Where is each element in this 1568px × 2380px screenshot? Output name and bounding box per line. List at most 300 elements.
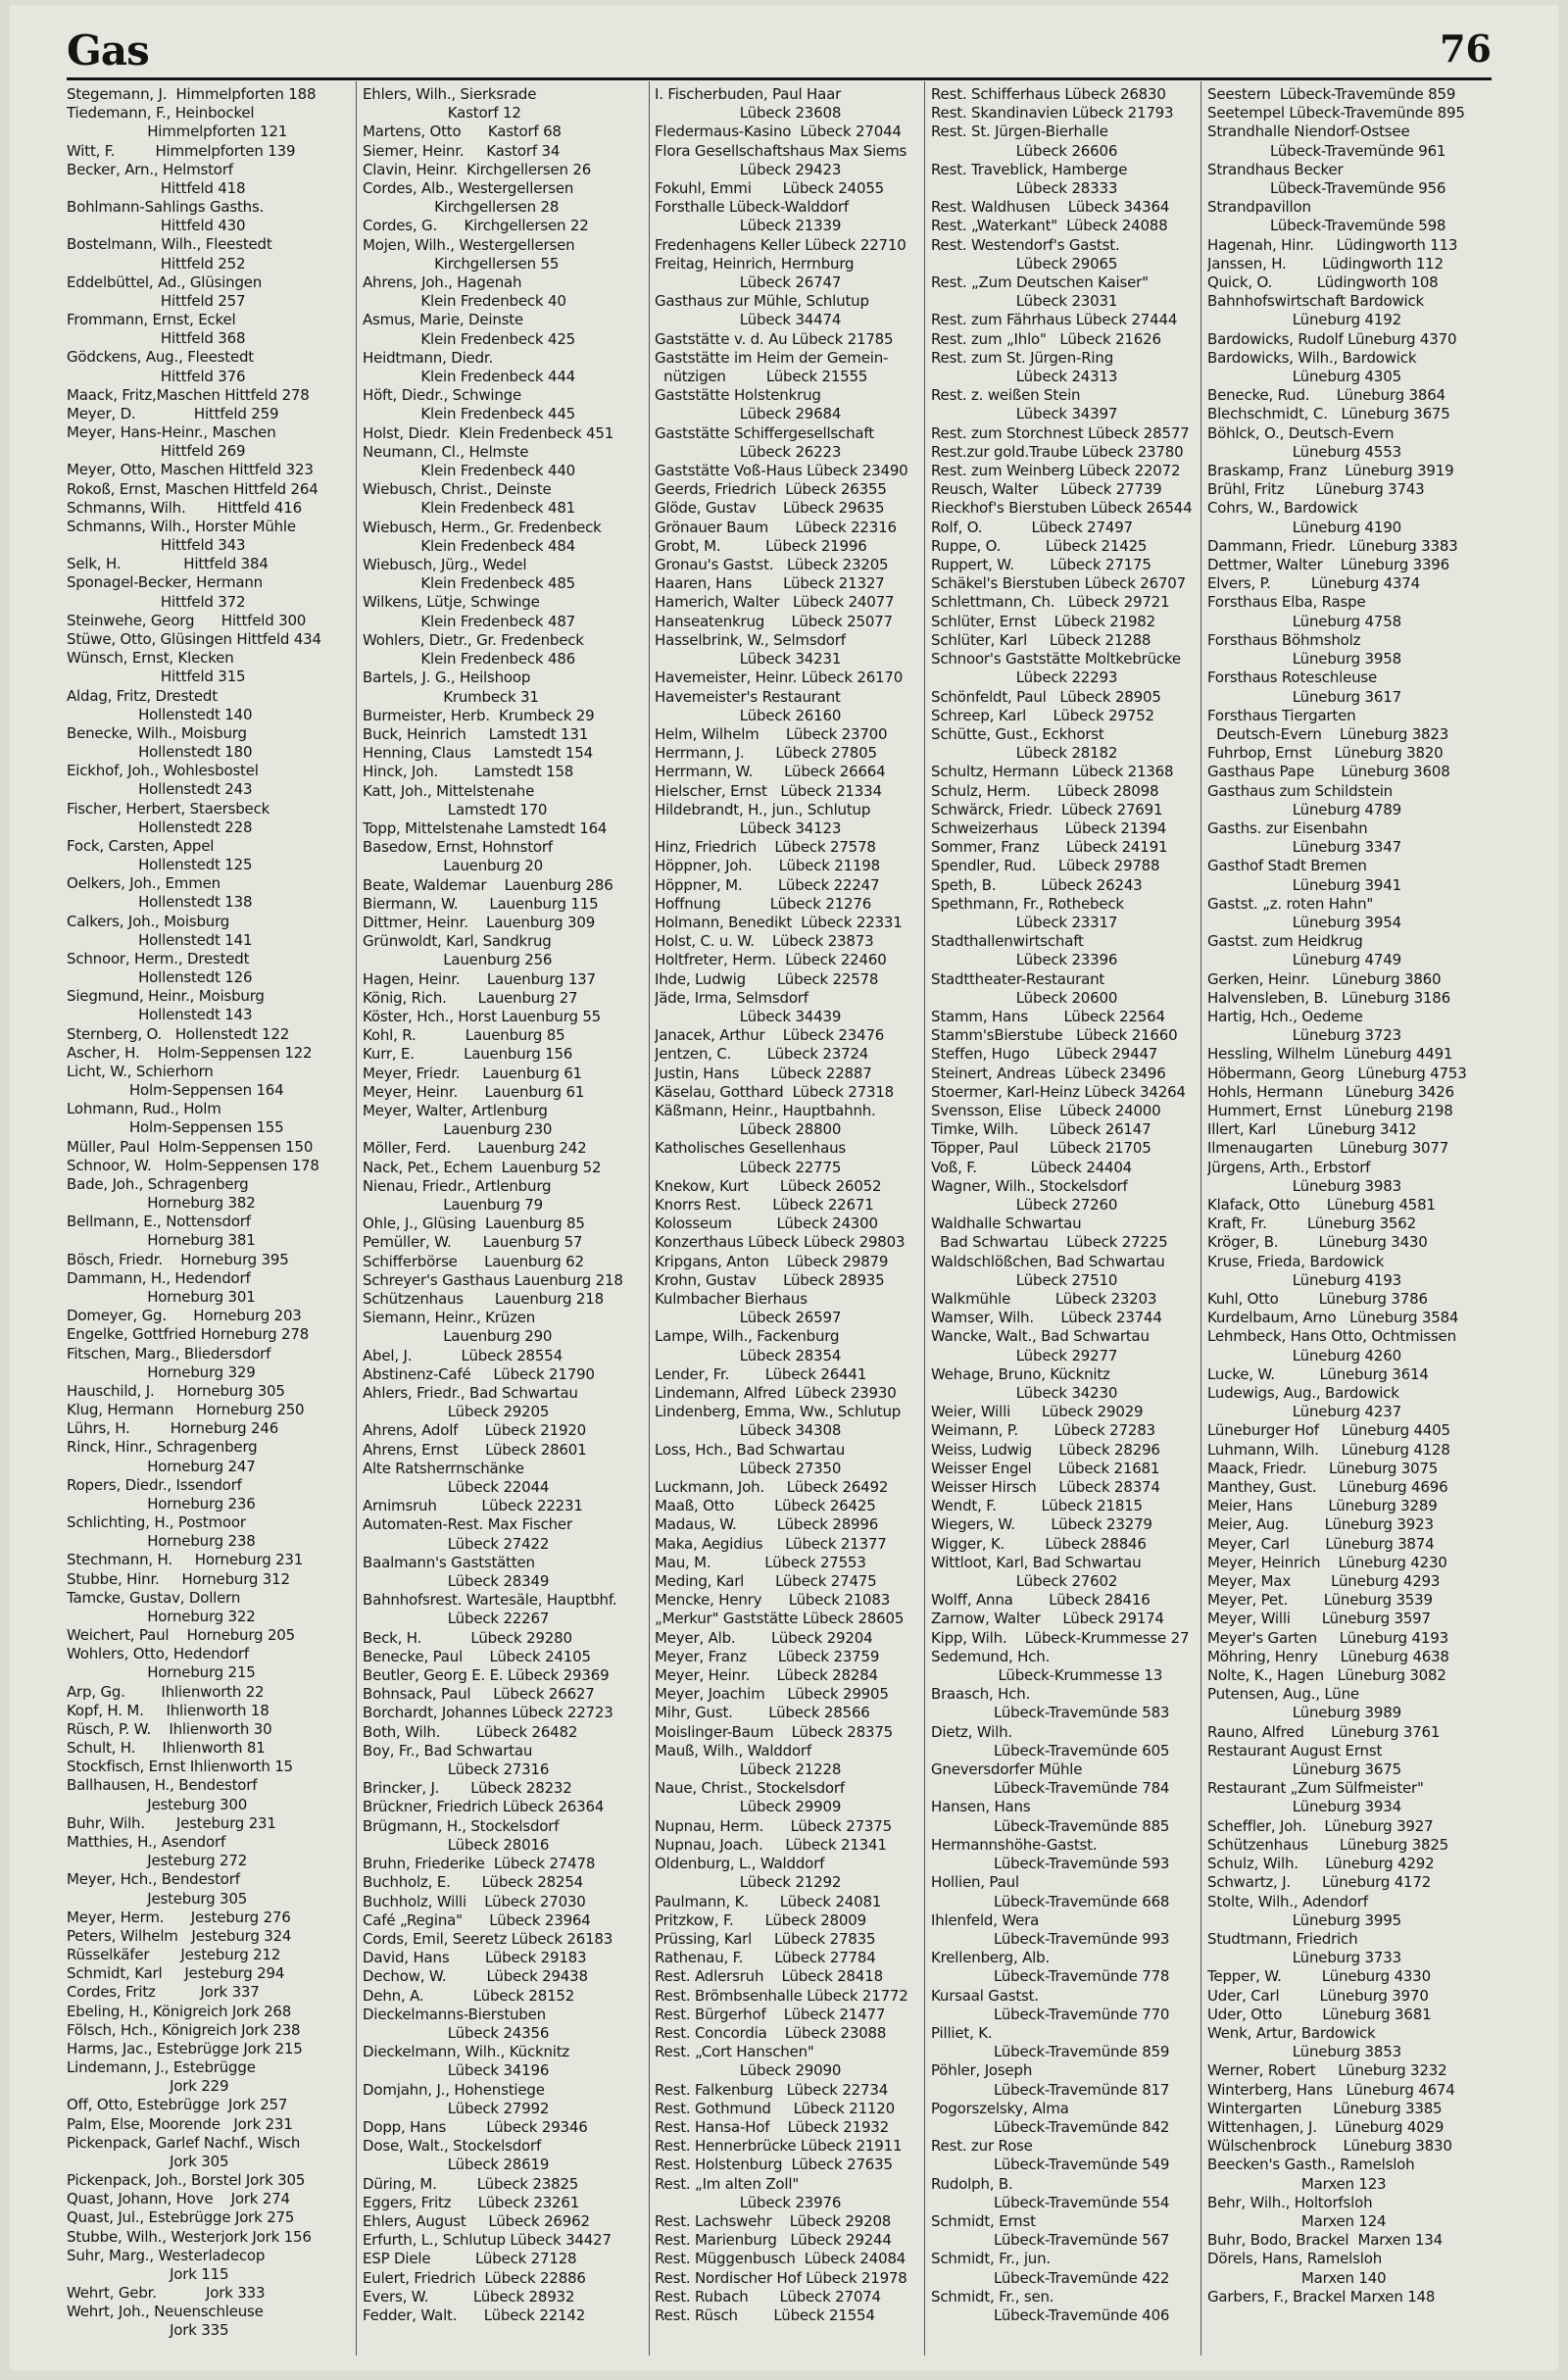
directory-entry: Jork 305 <box>67 2152 229 2170</box>
directory-entry: Benecke, Wilh., Moisburg <box>67 723 247 742</box>
directory-entry: Ahlers, Friedr., Bad Schwartau <box>363 1384 578 1403</box>
directory-entry: Maack, Fritz,Maschen Hittfeld 278 <box>67 385 310 404</box>
directory-entry: Aldag, Fritz, Drestedt <box>67 686 218 705</box>
directory-entry: Hagen, Heinr. Lauenburg 137 <box>363 969 596 988</box>
directory-entry: Schützenhaus Lüneburg 3825 <box>1207 1835 1448 1854</box>
directory-entry: Lübeck 21228 <box>655 1760 842 1779</box>
directory-entry: Brügmann, H., Stockelsdorf <box>363 1816 560 1835</box>
directory-entry: Meyer, Heinr. Lauenburg 61 <box>363 1082 585 1101</box>
directory-entry: Lübeck-Travemünde 554 <box>931 2193 1170 2211</box>
directory-entry: Hollien, Paul <box>931 1873 1019 1892</box>
directory-entry: Fischer, Herbert, Staersbeck <box>67 799 270 818</box>
directory-entry: Siegmund, Heinr., Moisburg <box>67 987 265 1006</box>
directory-entry: Lübeck-Travemünde 422 <box>931 2268 1170 2287</box>
directory-entry: Grobt, M. Lübeck 21996 <box>655 536 867 555</box>
directory-entry: Forsthaus Böhmsholz <box>1207 630 1361 649</box>
directory-entry: Quick, O. Lüdingworth 108 <box>1207 273 1439 292</box>
directory-entry: Rest. zum Weinberg Lübeck 22072 <box>931 462 1181 480</box>
directory-entry: Ahrens, Joh., Hagenah <box>363 273 522 292</box>
directory-entry: Sedemund, Hch. <box>931 1647 1051 1665</box>
directory-entry: Schäkel's Bierstuben Lübeck 26707 <box>931 574 1186 593</box>
directory-entry: Eickhof, Joh., Wohlesbostel <box>67 762 259 780</box>
directory-entry: Krumbeck 31 <box>363 687 539 706</box>
directory-entry: Behr, Wilh., Holtorfsloh <box>1207 2193 1373 2211</box>
directory-entry: Lübeck-Travemünde 583 <box>931 1704 1170 1722</box>
directory-entry: Lauenburg 230 <box>363 1120 553 1139</box>
directory-entry: Weisser Hirsch Lübeck 28374 <box>931 1478 1160 1497</box>
directory-entry: Rathenau, F. Lübeck 27784 <box>655 1949 876 1967</box>
directory-entry: Lübeck 27992 <box>363 2099 550 2117</box>
directory-entry: Kulmbacher Bierhaus <box>655 1290 808 1308</box>
directory-entry: Lender, Fr. Lübeck 26441 <box>655 1364 867 1383</box>
directory-entry: Hittfeld 430 <box>67 217 246 235</box>
directory-entry: Hielscher, Ernst Lübeck 21334 <box>655 781 882 800</box>
directory-entry: Lübeck 24313 <box>931 368 1118 386</box>
directory-entry: Wiebusch, Christ., Deinste <box>363 480 552 499</box>
directory-entry: Lübeck-Travemünde 885 <box>931 1816 1170 1835</box>
directory-entry: Ehlers, August Lübeck 26962 <box>363 2211 590 2230</box>
directory-entry: Ilmenaugarten Lüneburg 3077 <box>1207 1139 1449 1158</box>
directory-entry: Moislinger-Baum Lübeck 28375 <box>655 1722 894 1741</box>
directory-entry: Jesteburg 300 <box>67 1795 248 1813</box>
directory-entry: Forsthaus Elba, Raspe <box>1207 593 1366 612</box>
directory-entry: Matthies, H., Asendorf <box>67 1832 226 1851</box>
directory-entry: Gasthof Stadt Bremen <box>1207 857 1367 875</box>
directory-entry: Illert, Karl Lüneburg 3412 <box>1207 1120 1417 1139</box>
header-rule <box>67 77 1492 80</box>
directory-entry: Studtmann, Friedrich <box>1207 1929 1358 1948</box>
directory-entry: Rest. „Zum Deutschen Kaiser" <box>931 273 1149 292</box>
directory-entry: Gödckens, Aug., Fleestedt <box>67 348 254 367</box>
directory-entry: Rest. „Waterkant" Lübeck 24088 <box>931 217 1168 235</box>
directory-entry: Kirchgellersen 55 <box>363 254 560 273</box>
directory-entry: Wittloot, Karl, Bad Schwartau <box>931 1553 1142 1571</box>
directory-entry: Lüneburger Hof Lüneburg 4405 <box>1207 1421 1450 1440</box>
directory-entry: Hollenstedt 141 <box>67 930 253 949</box>
directory-entry: Fokuhl, Emmi Lübeck 24055 <box>655 179 885 198</box>
directory-entry: Horneburg 301 <box>67 1288 256 1306</box>
directory-entry: Nupnau, Joach. Lübeck 21341 <box>655 1835 887 1854</box>
directory-entry: Lübeck-Travemünde 593 <box>931 1855 1170 1873</box>
directory-entry: Sternberg, O. Hollenstedt 122 <box>67 1024 290 1043</box>
directory-entry: Hamerich, Walter Lübeck 24077 <box>655 593 895 612</box>
directory-entry: Stubbe, Hinr. Horneburg 312 <box>67 1569 290 1588</box>
directory-entry: Suhr, Marg., Westerladecop <box>67 2246 266 2264</box>
directory-entry: Bohnsack, Paul Lübeck 26627 <box>363 1685 595 1704</box>
directory-entry: Gaststätte Schiffergesellschaft <box>655 423 874 442</box>
directory-entry: Benecke, Paul Lübeck 24105 <box>363 1647 591 1665</box>
directory-entry: Wittenhagen, J. Lüneburg 4029 <box>1207 2117 1445 2136</box>
directory-entry: Eggers, Fritz Lübeck 23261 <box>363 2193 580 2211</box>
directory-entry: Buck, Heinrich Lamstedt 131 <box>363 724 589 743</box>
directory-entry: Halvensleben, B. Lüneburg 3186 <box>1207 988 1450 1007</box>
directory-entry: Bahnhofswirtschaft Bardowick <box>1207 292 1425 311</box>
directory-entry: Schreep, Karl Lübeck 29752 <box>931 706 1154 724</box>
directory-entry: Cordes, Alb., Westergellersen <box>363 179 574 198</box>
directory-entry: Bellmann, E., Nottensdorf <box>67 1213 251 1231</box>
directory-entry: Lübeck 34397 <box>931 405 1118 423</box>
directory-entry: Wilkens, Lütje, Schwinge <box>363 593 540 612</box>
directory-entry: Klein Fredenbeck 486 <box>363 650 576 669</box>
directory-entry: Lübeck 22775 <box>655 1158 842 1176</box>
directory-entry: Grünwoldt, Karl, Sandkrug <box>363 932 552 951</box>
directory-entry: Wohlers, Otto, Hedendorf <box>67 1645 249 1663</box>
directory-entry: Beutler, Georg E. E. Lübeck 29369 <box>363 1666 610 1685</box>
directory-entry: Holst, C. u. W. Lübeck 23873 <box>655 932 874 951</box>
directory-entry: König, Rich. Lauenburg 27 <box>363 988 578 1007</box>
directory-entry: Fledermaus-Kasino Lübeck 27044 <box>655 123 902 141</box>
directory-entry: Lüneburg 3989 <box>1207 1704 1401 1722</box>
directory-entry: Schmanns, Wilh. Hittfeld 416 <box>67 498 302 517</box>
directory-entry: Bohlmann-Sahlings Gasths. <box>67 198 265 217</box>
directory-entry: Jentzen, C. Lübeck 23724 <box>655 1045 869 1064</box>
directory-entry: Kurdelbaum, Arno Lüneburg 3584 <box>1207 1309 1459 1327</box>
directory-entry: Lüneburg 3733 <box>1207 1949 1401 1967</box>
directory-entry: Lübeck 29065 <box>931 254 1118 273</box>
directory-entry: Kolosseum Lübeck 24300 <box>655 1215 878 1233</box>
directory-entry: Kraft, Fr. Lüneburg 3562 <box>1207 1215 1416 1233</box>
directory-entry: Hollenstedt 243 <box>67 780 253 799</box>
directory-entry: Lübeck 26597 <box>655 1309 842 1327</box>
directory-entry: Lübeck 29277 <box>931 1346 1118 1364</box>
directory-entry: Lübeck 26747 <box>655 273 842 292</box>
directory-entry: Katt, Joh., Mittelstenahe <box>363 781 535 800</box>
directory-entry: Wünsch, Ernst, Klecken <box>67 649 234 668</box>
directory-entry: Lauenburg 20 <box>363 857 543 875</box>
directory-entry: Krohn, Gustav Lübeck 28935 <box>655 1270 885 1289</box>
directory-entry: Meyer, Carl Lüneburg 3874 <box>1207 1534 1435 1553</box>
directory-entry: Lübeck 23396 <box>931 951 1118 969</box>
directory-entry: Lübeck-Travemünde 567 <box>931 2231 1170 2250</box>
directory-entry: Scheffler, Joh. Lüneburg 3927 <box>1207 1816 1434 1835</box>
directory-entry: Lampe, Wilh., Fackenburg <box>655 1327 840 1346</box>
directory-entry: Meyer, Joachim Lübeck 29905 <box>655 1685 889 1704</box>
directory-entry: Heidtmann, Diedr. <box>363 348 494 367</box>
directory-entry: Geerds, Friedrich Lübeck 26355 <box>655 480 887 499</box>
directory-entry: Rest. Bürgerhof Lübeck 21477 <box>655 2005 886 2023</box>
directory-entry: Meyer, D. Hittfeld 259 <box>67 404 279 422</box>
directory-entry: Lauenburg 79 <box>363 1195 543 1214</box>
directory-entry: Strandhaus Becker <box>1207 160 1344 178</box>
directory-entry: Ludewigs, Aug., Bardowick <box>1207 1384 1399 1403</box>
directory-entry: Lindemann, J., Estebrügge <box>67 2058 256 2077</box>
directory-entry: Bad Schwartau Lübeck 27225 <box>931 1233 1168 1252</box>
directory-entry: Eulert, Friedrich Lübeck 22886 <box>363 2268 586 2287</box>
directory-entry: Tiedemann, F., Heinbockel <box>67 104 255 123</box>
directory-entry: Stolte, Wilh., Adendorf <box>1207 1892 1368 1910</box>
column-divider <box>924 81 925 2355</box>
directory-entry: Lüneburg 4749 <box>1207 951 1401 969</box>
directory-entry: Buhr, Wilh. Jesteburg 231 <box>67 1813 276 1832</box>
directory-page <box>10 5 1558 2370</box>
directory-entry: Strandpavillon <box>1207 198 1311 217</box>
directory-entry: Lübeck-Travemünde 605 <box>931 1741 1170 1760</box>
column-divider <box>356 81 357 2355</box>
directory-entry: ESP Diele Lübeck 27128 <box>363 2250 577 2268</box>
directory-entry: Timke, Wilh. Lübeck 26147 <box>931 1120 1152 1139</box>
directory-entry: Dieckelmanns-Bierstuben <box>363 2005 546 2023</box>
directory-entry: Stamm, Hans Lübeck 22564 <box>931 1007 1165 1025</box>
directory-entry: Wohlers, Dietr., Gr. Fredenbeck <box>363 630 584 649</box>
directory-entry: Lübeck-Travemünde 668 <box>931 1892 1170 1910</box>
directory-entry: Klein Fredenbeck 487 <box>363 612 576 630</box>
directory-entry: Rieckhof's Bierstuben Lübeck 26544 <box>931 499 1193 518</box>
directory-entry: Waldschlößchen, Bad Schwartau <box>931 1252 1165 1270</box>
directory-entry: Stockfisch, Ernst Ihlienworth 15 <box>67 1758 293 1776</box>
directory-entry: Hittfeld 372 <box>67 592 246 611</box>
directory-entry: Gastst. zum Heidkrug <box>1207 932 1363 951</box>
directory-entry: Pöhler, Joseph <box>931 2061 1033 2080</box>
directory-entry: Neumann, Cl., Helmste <box>363 442 529 461</box>
directory-entry: Hittfeld 257 <box>67 291 246 310</box>
directory-entry: Höbermann, Georg Lüneburg 4753 <box>1207 1064 1467 1082</box>
directory-entry: Palm, Else, Moorende Jork 231 <box>67 2114 293 2133</box>
directory-entry: Meyer's Garten Lüneburg 4193 <box>1207 1628 1448 1647</box>
directory-entry: Jäde, Irma, Selmsdorf <box>655 988 808 1007</box>
directory-entry: Schlichting, H., Postmoor <box>67 1513 246 1532</box>
column-5 <box>1207 85 1492 2350</box>
directory-entry: Kruse, Frieda, Bardowick <box>1207 1252 1385 1270</box>
directory-entry: Rest.zur gold.Traube Lübeck 23780 <box>931 442 1184 461</box>
directory-entry: Lübeck 23976 <box>655 2193 842 2211</box>
directory-entry: Kipp, Wilh. Lübeck-Krummesse 27 <box>931 1628 1190 1647</box>
directory-entry: Gasths. zur Eisenbahn <box>1207 818 1368 837</box>
directory-entry: Witt, F. Himmelpforten 139 <box>67 141 296 160</box>
directory-entry: Wehrt, Joh., Neuenschleuse <box>67 2303 264 2321</box>
directory-entry: Dose, Walt., Stockelsdorf <box>363 2137 542 2156</box>
directory-entry: Lübeck 23608 <box>655 104 842 123</box>
directory-entry: Käßmann, Heinr., Hauptbahnh. <box>655 1101 876 1119</box>
directory-entry: Jesteburg 272 <box>67 1852 248 1870</box>
directory-entry: Kursaal Gastst. <box>931 1986 1039 2005</box>
directory-entry: Wiegers, W. Lübeck 23279 <box>931 1515 1152 1534</box>
directory-entry: Hummert, Ernst Lüneburg 2198 <box>1207 1101 1453 1119</box>
directory-entry: Ballhausen, H., Bendestorf <box>67 1776 258 1795</box>
directory-entry: Rest. Traveblick, Hamberge <box>931 160 1128 178</box>
directory-entry: Wolff, Anna Lübeck 28416 <box>931 1591 1151 1610</box>
directory-entry: Erfurth, L., Schlutup Lübeck 34427 <box>363 2231 612 2250</box>
directory-entry: Möhring, Henry Lüneburg 4638 <box>1207 1647 1449 1665</box>
directory-entry: Cohrs, W., Bardowick <box>1207 499 1358 518</box>
directory-entry: Konzerthaus Lübeck Lübeck 29803 <box>655 1233 906 1252</box>
directory-entry: Himmelpforten 121 <box>67 123 288 141</box>
directory-entry: Gneversdorfer Mühle <box>931 1760 1083 1779</box>
directory-entry: Gasthaus Pape Lüneburg 3608 <box>1207 763 1450 781</box>
directory-entry: Ruppe, O. Lübeck 21425 <box>931 536 1148 555</box>
directory-entry: Ihde, Ludwig Lübeck 22578 <box>655 969 879 988</box>
directory-entry: Wamser, Wilh. Lübeck 23744 <box>931 1309 1162 1327</box>
directory-entry: Hildebrandt, H., jun., Schlutup <box>655 800 871 818</box>
directory-entry: Borchardt, Johannes Lübeck 22723 <box>363 1704 613 1722</box>
directory-entry: Spendler, Rud. Lübeck 29788 <box>931 857 1160 875</box>
directory-entry: Madaus, W. Lübeck 28996 <box>655 1515 879 1534</box>
directory-entry: Rudolph, B. <box>931 2174 1013 2193</box>
directory-entry: Engelke, Gottfried Horneburg 278 <box>67 1325 310 1344</box>
directory-entry: Lüneburg 3983 <box>1207 1176 1401 1195</box>
directory-entry: Buhr, Bodo, Brackel Marxen 134 <box>1207 2231 1443 2250</box>
directory-entry: Sommer, Franz Lübeck 24191 <box>931 838 1168 857</box>
directory-entry: Klein Fredenbeck 445 <box>363 405 576 423</box>
directory-entry: Lindenberg, Emma, Ww., Schlutup <box>655 1403 902 1421</box>
directory-entry: Rüsselkäfer Jesteburg 212 <box>67 1946 281 1964</box>
directory-entry: Schlettmann, Ch. Lübeck 29721 <box>931 593 1170 612</box>
directory-entry: Forsthalle Lübeck-Walddorf <box>655 198 849 217</box>
directory-entry: Klafack, Otto Lüneburg 4581 <box>1207 1195 1436 1214</box>
directory-entry: Weimann, P. Lübeck 27283 <box>931 1421 1155 1440</box>
directory-entry: Lübeck 27260 <box>931 1195 1118 1214</box>
directory-entry: Rest. Rüsch Lübeck 21554 <box>655 2306 875 2324</box>
directory-entry: Klein Fredenbeck 444 <box>363 368 576 386</box>
directory-entry: Lübeck 29909 <box>655 1798 842 1816</box>
directory-entry: Lübeck 22044 <box>363 1478 550 1497</box>
directory-entry: Dittmer, Heinr. Lauenburg 309 <box>363 913 596 931</box>
directory-entry: Hollenstedt 138 <box>67 893 253 912</box>
directory-entry: Lüneburg 4553 <box>1207 442 1401 461</box>
directory-entry: Haaren, Hans Lübeck 21327 <box>655 574 885 593</box>
directory-entry: Luhmann, Wilh. Lüneburg 4128 <box>1207 1440 1450 1459</box>
directory-entry: Lüneburg 4260 <box>1207 1346 1401 1364</box>
directory-entry: Rest. Schifferhaus Lübeck 26830 <box>931 85 1166 103</box>
directory-entry: Klein Fredenbeck 440 <box>363 462 576 480</box>
directory-entry: Ascher, H. Holm-Seppensen 122 <box>67 1043 313 1062</box>
directory-entry: Höppner, Joh. Lübeck 21198 <box>655 857 880 875</box>
directory-entry: Herrmann, J. Lübeck 27805 <box>655 744 877 763</box>
directory-entry: Schützenhaus Lauenburg 218 <box>363 1290 604 1308</box>
directory-entry: Wendt, F. Lübeck 21815 <box>931 1497 1143 1515</box>
directory-entry: Domjahn, J., Hohenstiege <box>363 2080 545 2099</box>
directory-entry: Höppner, M. Lübeck 22247 <box>655 875 880 894</box>
directory-entry: Hollenstedt 228 <box>67 818 253 836</box>
directory-entry: Jesteburg 305 <box>67 1889 248 1908</box>
directory-entry: Dammann, Friedr. Lüneburg 3383 <box>1207 536 1458 555</box>
directory-entry: Blechschmidt, C. Lüneburg 3675 <box>1207 405 1450 423</box>
directory-entry: Cordes, G. Kirchgellersen 22 <box>363 217 589 235</box>
directory-entry: Prüssing, Karl Lübeck 27835 <box>655 1929 876 1948</box>
directory-entry: Bösch, Friedr. Horneburg 395 <box>67 1250 289 1268</box>
directory-entry: Grönauer Baum Lübeck 22316 <box>655 518 897 536</box>
directory-entry: Horneburg 381 <box>67 1231 256 1250</box>
directory-entry: Beck, H. Lübeck 29280 <box>363 1628 572 1647</box>
directory-entry: Rüsch, P. W. Ihlienworth 30 <box>67 1719 272 1738</box>
directory-entry: Ahrens, Adolf Lübeck 21920 <box>363 1421 587 1440</box>
directory-entry: Seetempel Lübeck-Travemünde 895 <box>1207 104 1465 123</box>
directory-entry: Voß, F. Lübeck 24404 <box>931 1158 1133 1176</box>
directory-entry: Krellenberg, Alb. <box>931 1949 1051 1967</box>
directory-entry: Meyer, Alb. Lübeck 29204 <box>655 1628 873 1647</box>
directory-entry: Schnoor, Herm., Drestedt <box>67 949 250 967</box>
directory-entry: Dettmer, Walter Lüneburg 3396 <box>1207 556 1449 574</box>
column-1 <box>67 85 349 2350</box>
directory-entry: Lübeck 27602 <box>931 1572 1118 1591</box>
directory-entry: Kuhl, Otto Lüneburg 3786 <box>1207 1290 1428 1308</box>
directory-entry: Meier, Aug. Lüneburg 3923 <box>1207 1515 1434 1534</box>
directory-entry: Klein Fredenbeck 485 <box>363 574 576 593</box>
directory-entry: Lehmbeck, Hans Otto, Ochtmissen <box>1207 1327 1456 1346</box>
directory-entry: Köster, Hch., Horst Lauenburg 55 <box>363 1007 602 1025</box>
directory-entry: Lührs, H. Horneburg 246 <box>67 1419 279 1438</box>
directory-entry: Café „Regina" Lübeck 23964 <box>363 1910 591 1929</box>
directory-entry: Hohls, Hermann Lüneburg 3426 <box>1207 1082 1454 1101</box>
directory-entry: Hittfeld 376 <box>67 367 246 385</box>
directory-entry: Stüwe, Otto, Glüsingen Hittfeld 434 <box>67 629 321 648</box>
directory-entry: Seestern Lübeck-Travemünde 859 <box>1207 85 1456 103</box>
directory-entry: Rinck, Hinr., Schragenberg <box>67 1438 258 1457</box>
directory-entry: Walkmühle Lübeck 23203 <box>931 1290 1157 1308</box>
directory-entry: Marxen 124 <box>1207 2211 1387 2230</box>
directory-entry: Weichert, Paul Horneburg 205 <box>67 1626 295 1645</box>
directory-entry: Svensson, Elise Lübeck 24000 <box>931 1101 1161 1119</box>
directory-entry: Möller, Ferd. Lauenburg 242 <box>363 1139 587 1158</box>
directory-entry: Hessling, Wilhelm Lüneburg 4491 <box>1207 1045 1453 1064</box>
directory-entry: Quast, Johann, Hove Jork 274 <box>67 2190 290 2208</box>
directory-entry: Lüneburg 4193 <box>1207 1270 1401 1289</box>
directory-entry: Off, Otto, Estebrügge Jork 257 <box>67 2096 288 2114</box>
directory-entry: Hittfeld 315 <box>67 668 246 686</box>
directory-entry: Hittfeld 343 <box>67 536 246 555</box>
directory-entry: Meyer, Heinr. Lübeck 28284 <box>655 1666 878 1685</box>
directory-entry: Lübeck 20600 <box>931 988 1118 1007</box>
directory-entry: Lübeck-Travemünde 842 <box>931 2117 1170 2136</box>
directory-entry: Rauno, Alfred Lüneburg 3761 <box>1207 1722 1441 1741</box>
directory-entry: Rest. „Cort Hanschen" <box>655 2043 814 2061</box>
directory-entry: Bardowicks, Wilh., Bardowick <box>1207 348 1417 367</box>
directory-entry: Arp, Gg. Ihlienworth 22 <box>67 1682 265 1701</box>
directory-entry: Schnoor's Gaststätte Moltkebrücke <box>931 650 1181 669</box>
directory-entry: Automaten-Rest. Max Fischer <box>363 1515 572 1534</box>
directory-entry: Rest. Müggenbusch Lübeck 24084 <box>655 2250 906 2268</box>
directory-entry: Gerken, Heinr. Lüneburg 3860 <box>1207 969 1442 988</box>
directory-entry: Fedder, Walt. Lübeck 22142 <box>363 2306 586 2324</box>
directory-entry: Lübeck-Krummesse 13 <box>931 1666 1163 1685</box>
directory-entry: Lübeck-Travemünde 778 <box>931 1967 1170 1986</box>
directory-entry: Lüneburg 3941 <box>1207 875 1401 894</box>
directory-entry: Boy, Fr., Bad Schwartau <box>363 1741 533 1760</box>
directory-entry: Wintergarten Lüneburg 3385 <box>1207 2099 1443 2117</box>
directory-entry: Brühl, Fritz Lüneburg 3743 <box>1207 480 1425 499</box>
directory-entry: Dehn, A. Lübeck 28152 <box>363 1986 575 2005</box>
directory-entry: Schmidt, Ernst <box>931 2211 1036 2230</box>
directory-entry: Meier, Hans Lüneburg 3289 <box>1207 1497 1438 1515</box>
directory-entry: Hollenstedt 126 <box>67 968 253 987</box>
directory-entry: Kripgans, Anton Lübeck 29879 <box>655 1252 889 1270</box>
directory-entry: Hollenstedt 140 <box>67 705 253 723</box>
directory-entry: Speth, B. Lübeck 26243 <box>931 875 1143 894</box>
directory-entry: Steffen, Hugo Lübeck 29447 <box>931 1045 1158 1064</box>
directory-entry: Meyer, Pet. Lüneburg 3539 <box>1207 1591 1433 1610</box>
directory-entry: Lübeck 26223 <box>655 442 842 461</box>
directory-entry: Stegemann, J. Himmelpforten 188 <box>67 85 317 103</box>
directory-entry: Abstinenz-Café Lübeck 21790 <box>363 1364 595 1383</box>
directory-entry: Hittfeld 269 <box>67 442 246 461</box>
section-heading: Gas <box>67 26 149 74</box>
directory-entry: Rest. Westendorf's Gastst. <box>931 235 1120 254</box>
directory-entry: Rest. St. Jürgen-Bierhalle <box>931 123 1108 141</box>
directory-entry: Rest. Brömbsenhalle Lübeck 21772 <box>655 1986 908 2005</box>
directory-entry: Schlüter, Karl Lübeck 21288 <box>931 630 1152 649</box>
directory-entry: Ihlenfeld, Wera <box>931 1910 1040 1929</box>
directory-entry: Lüneburg 3934 <box>1207 1798 1401 1816</box>
directory-entry: Janssen, H. Lüdingworth 112 <box>1207 254 1444 273</box>
directory-entry: Rest. Skandinavien Lübeck 21793 <box>931 104 1174 123</box>
directory-entry: Gaststätte im Heim der Gemein- <box>655 348 889 367</box>
directory-entry: Beecken's Gasth., Ramelsloh <box>1207 2156 1415 2174</box>
directory-entry: Hasselbrink, W., Selmsdorf <box>655 630 846 649</box>
directory-entry: Töpper, Paul Lübeck 21705 <box>931 1139 1152 1158</box>
directory-entry: Lüneburg 4758 <box>1207 612 1401 630</box>
directory-entry: Pickenpack, Garlef Nachf., Wisch <box>67 2133 301 2152</box>
directory-entry: Stadttheater-Restaurant <box>931 969 1105 988</box>
directory-entry: Lübeck 34474 <box>655 311 842 329</box>
